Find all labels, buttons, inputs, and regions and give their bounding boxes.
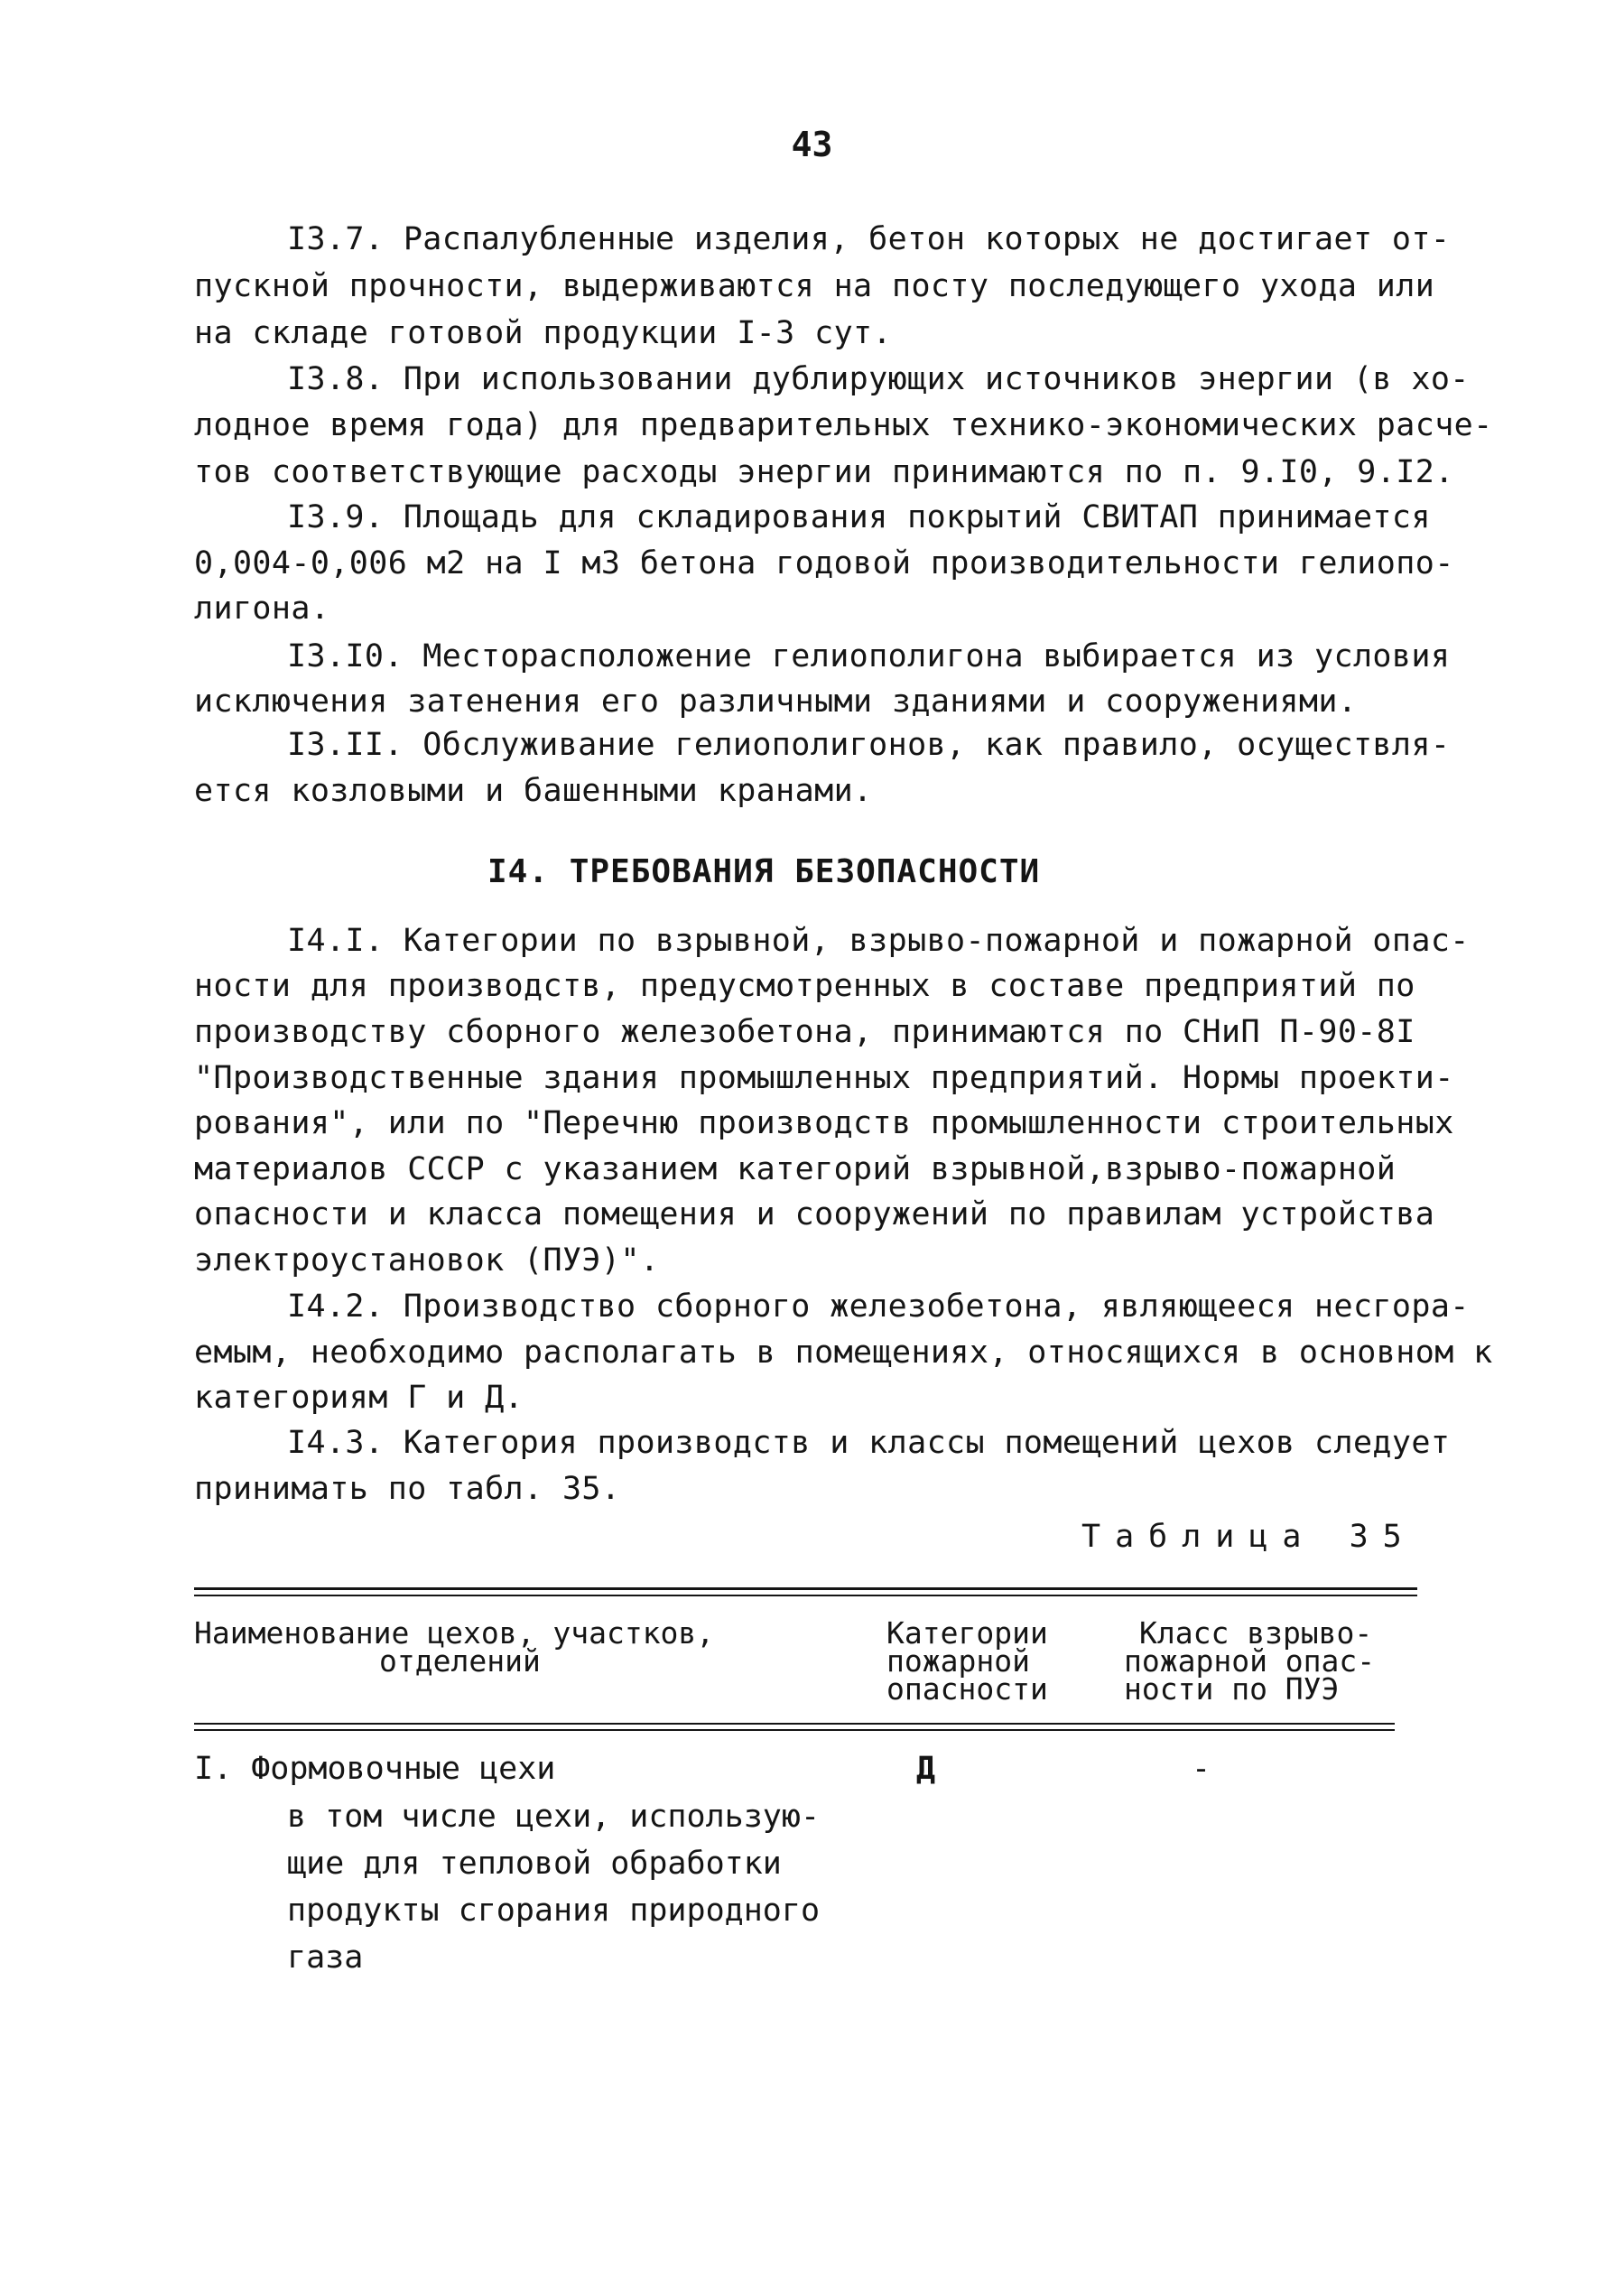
table-header-name: Наименование цехов, участков, xyxy=(194,1615,715,1651)
table-top-rule-secondary xyxy=(194,1595,1417,1596)
table-row-name: I. Формовочные цехи xyxy=(194,1751,556,1787)
table-row-name: газа xyxy=(287,1939,364,1976)
paragraph-14-1-line: рования", или по "Перечню производств промышленности строительных xyxy=(194,1105,1454,1141)
paragraph-13-7-line: пускной прочности, выдерживаются на посту последующего ухода или xyxy=(194,268,1435,304)
table-top-rule xyxy=(194,1587,1417,1590)
table-header-category: пожарной xyxy=(886,1643,1030,1679)
paragraph-13-10-line: I3.I0. Месторасположение гелиополигона выбирается из условия xyxy=(287,638,1451,674)
table-header-class: ности по ПУЭ xyxy=(1124,1671,1340,1707)
paragraph-13-8-line: I3.8. При использовании дублирующих источников энергии (в хо- xyxy=(287,361,1470,397)
paragraph-14-1-line: производству сборного железобетона, принимаются по СНиП П-90-8I xyxy=(194,1014,1415,1050)
table-row-class: - xyxy=(1192,1751,1211,1787)
page-number: 43 xyxy=(791,125,833,164)
paragraph-13-7-line: на складе готовой продукции I-3 сут. xyxy=(194,315,892,351)
table-header-class: Класс взрыво- xyxy=(1139,1615,1373,1651)
paragraph-14-1-line: опасности и класса помещения и сооружений по правилам устройства xyxy=(194,1196,1435,1233)
table-header-rule-secondary xyxy=(194,1729,1395,1731)
table-row-name: щие для тепловой обработки xyxy=(287,1846,782,1882)
section-title: I4. ТРЕБОВАНИЯ БЕЗОПАСНОСТИ xyxy=(487,853,1041,890)
paragraph-14-1-line: "Производственные здания промышленных предприятий. Нормы проекти- xyxy=(194,1060,1454,1096)
paragraph-13-9-line: I3.9. Площадь для складирования покрытий СВИТАП принимается xyxy=(287,499,1431,535)
paragraph-14-2-line: категориям Г и Д. xyxy=(194,1380,524,1416)
paragraph-14-3-line: принимать по табл. 35. xyxy=(194,1471,621,1507)
paragraph-14-3-line: I4.3. Категория производств и классы помещений цехов следует xyxy=(287,1425,1451,1461)
paragraph-14-1-line: I4.I. Категории по взрывной, взрыво-пожарной и пожарной опас- xyxy=(287,923,1470,959)
paragraph-14-1-line: материалов СССР с указанием категорий взрывной,взрыво-пожарной xyxy=(194,1151,1397,1187)
paragraph-13-8-line: лодное время года) для предварительных технико-экономических расче- xyxy=(194,407,1493,443)
paragraph-13-11-line: ется козловыми и башенными кранами. xyxy=(194,773,873,809)
table-header-class: пожарной опас- xyxy=(1124,1643,1376,1679)
table-row-name: продукты сгорания природного xyxy=(287,1893,821,1929)
paragraph-14-1-line: электроустановок (ПУЭ)". xyxy=(194,1242,660,1279)
table-header-category: опасности xyxy=(886,1671,1048,1707)
paragraph-13-9-line: лигона. xyxy=(194,591,330,627)
table-caption: Таблица 35 xyxy=(1081,1519,1416,1555)
paragraph-13-11-line: I3.II. Обслуживание гелиополигонов, как правило, осуществля- xyxy=(287,727,1451,763)
paragraph-13-8-line: тов соответствующие расходы энергии принимаются по п. 9.I0, 9.I2. xyxy=(194,454,1454,490)
paragraph-14-2-line: емым, необходимо располагать в помещениях, относящихся в основном к xyxy=(194,1335,1493,1371)
paragraph-13-10-line: исключения затенения его различными зданиями и сооружениями. xyxy=(194,684,1358,720)
paragraph-13-9-line: 0,004-0,006 м2 на I м3 бетона годовой производительности гелиопо- xyxy=(194,545,1454,581)
table-header-name: отделений xyxy=(379,1643,541,1679)
paragraph-14-1-line: ности для производств, предусмотренных в составе предприятий по xyxy=(194,968,1415,1004)
paragraph-13-7-line: I3.7. Распалубленные изделия, бетон которых не достигает от- xyxy=(287,221,1451,257)
paragraph-14-2-line: I4.2. Производство сборного железобетона, являющееся несгора- xyxy=(287,1288,1470,1325)
table-row-name: в том числе цехи, использую- xyxy=(287,1799,821,1835)
table-row-category: Д xyxy=(916,1751,936,1787)
table-header-category: Категории xyxy=(886,1615,1048,1651)
table-header-rule xyxy=(194,1723,1395,1725)
